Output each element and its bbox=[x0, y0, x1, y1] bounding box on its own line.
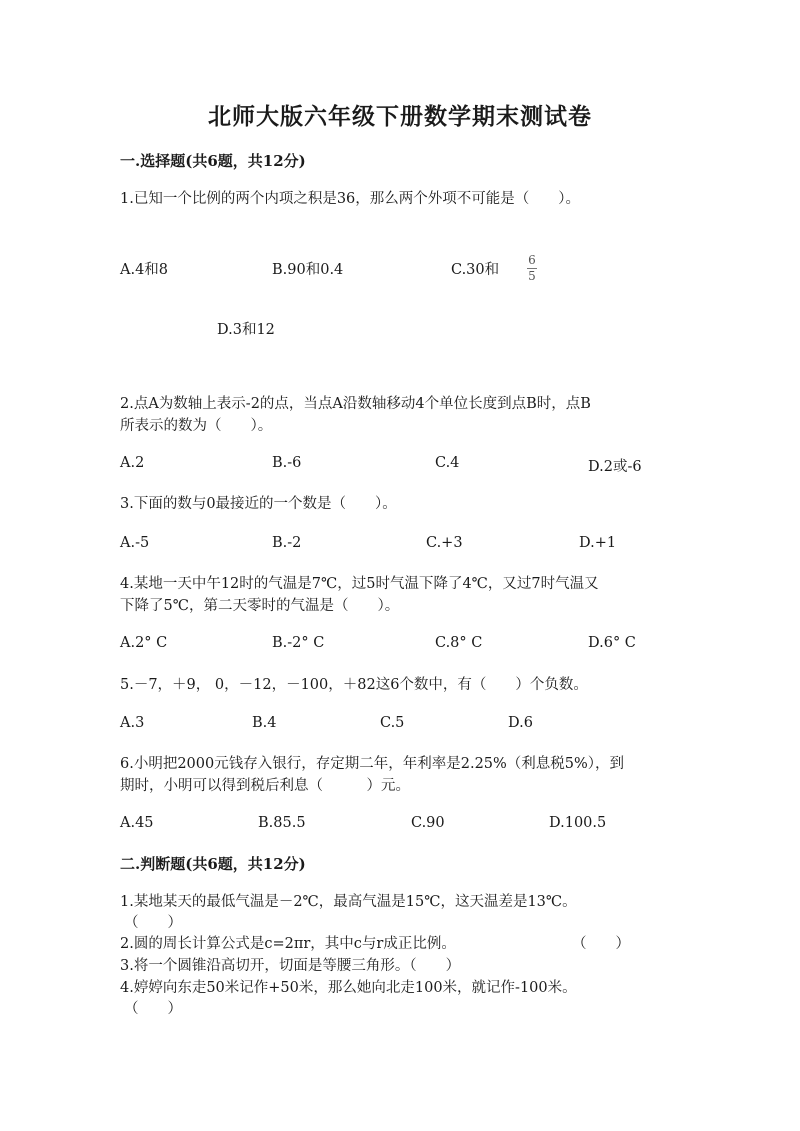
question-4-option-d: D.6° C bbox=[588, 635, 636, 651]
question-4-option-a: A.2° C bbox=[120, 635, 168, 651]
question-6-option-c: C.90 bbox=[411, 815, 445, 831]
question-6-option-d: D.100.5 bbox=[549, 815, 607, 831]
question-4-option-c: C.8° C bbox=[435, 635, 483, 651]
question-1-option-b: B.90和0.4 bbox=[272, 262, 344, 278]
question-3-option-a: A.-5 bbox=[120, 535, 150, 551]
question-5-stem: 5.－7，＋9， 0，－12，－100，＋82这6个数中，有（ ）个负数。 bbox=[120, 677, 588, 693]
question-2-stem-line-2: 所表示的数为（ ）。 bbox=[120, 418, 273, 434]
question-5-option-d: D.6 bbox=[508, 715, 533, 731]
question-2-option-a: A.2 bbox=[120, 455, 145, 471]
question-4-stem-line-2: 下降了5℃，第二天零时的气温是（ ）。 bbox=[120, 598, 400, 614]
fraction-denominator: 5 bbox=[528, 269, 536, 283]
fraction-numerator: 6 bbox=[528, 253, 536, 267]
question-1-option-d: D.3和12 bbox=[217, 322, 275, 338]
question-4-option-b: B.-2° C bbox=[272, 635, 325, 651]
section-heading-multiple-choice: 一.选择题(共6题，共12分) bbox=[120, 152, 306, 170]
judgement-2-stem: 2.圆的周长计算公式是c=2πr，其中c与r成正比例。 bbox=[120, 936, 456, 952]
judgement-3-stem: 3.将一个圆锥沿高切开，切面是等腰三角形。（ ） bbox=[120, 958, 461, 974]
judgement-4-stem: 4.婷婷向东走50米记作+50米，那么她向北走100米，就记作-100米。 bbox=[120, 980, 577, 996]
section-heading-true-false: 二.判断题(共6题，共12分) bbox=[120, 855, 306, 873]
page-title: 北师大版六年级下册数学期末测试卷 bbox=[208, 103, 592, 130]
question-4-stem-line-1: 4.某地一天中午12时的气温是7℃，过5时气温下降了4℃，又过7时气温又 bbox=[120, 576, 599, 592]
question-6-option-b: B.85.5 bbox=[258, 815, 306, 831]
question-5-option-b: B.4 bbox=[252, 715, 277, 731]
question-5-option-c: C.5 bbox=[380, 715, 405, 731]
question-1-option-c: C.30和 bbox=[451, 262, 500, 278]
judgement-2-answer-parens: （ ） bbox=[572, 936, 630, 952]
judgement-1-stem: 1.某地某天的最低气温是－2℃，最高气温是15℃，这天温差是13℃。 bbox=[120, 894, 577, 910]
judgement-1-answer-parens: （ ） bbox=[124, 915, 182, 931]
question-1-option-a: A.4和8 bbox=[120, 262, 169, 278]
question-1-stem: 1.已知一个比例的两个内项之积是36，那么两个外项不可能是（ ）。 bbox=[120, 191, 581, 207]
question-2-option-b: B.-6 bbox=[272, 455, 302, 471]
question-3-option-d: D.+1 bbox=[579, 535, 617, 551]
question-6-stem-line-1: 6.小明把2000元钱存入银行，存定期二年，年利率是2.25%（利息税5%），到 bbox=[120, 756, 625, 772]
question-6-option-a: A.45 bbox=[120, 815, 154, 831]
question-3-stem: 3.下面的数与0最接近的一个数是（ ）。 bbox=[120, 496, 397, 512]
question-5-option-a: A.3 bbox=[120, 715, 145, 731]
question-2-option-c: C.4 bbox=[435, 455, 460, 471]
question-3-option-b: B.-2 bbox=[272, 535, 302, 551]
question-2-option-d: D.2或-6 bbox=[588, 459, 642, 475]
question-3-option-c: C.+3 bbox=[426, 535, 463, 551]
judgement-4-answer-parens: （ ） bbox=[124, 1001, 182, 1017]
question-1-option-c-fraction bbox=[527, 254, 537, 283]
question-6-stem-line-2: 期时，小明可以得到税后利息（ ）元。 bbox=[120, 778, 410, 794]
question-2-stem-line-1: 2.点A为数轴上表示-2的点，当点A沿数轴移动4个单位长度到点B时，点B bbox=[120, 396, 591, 412]
